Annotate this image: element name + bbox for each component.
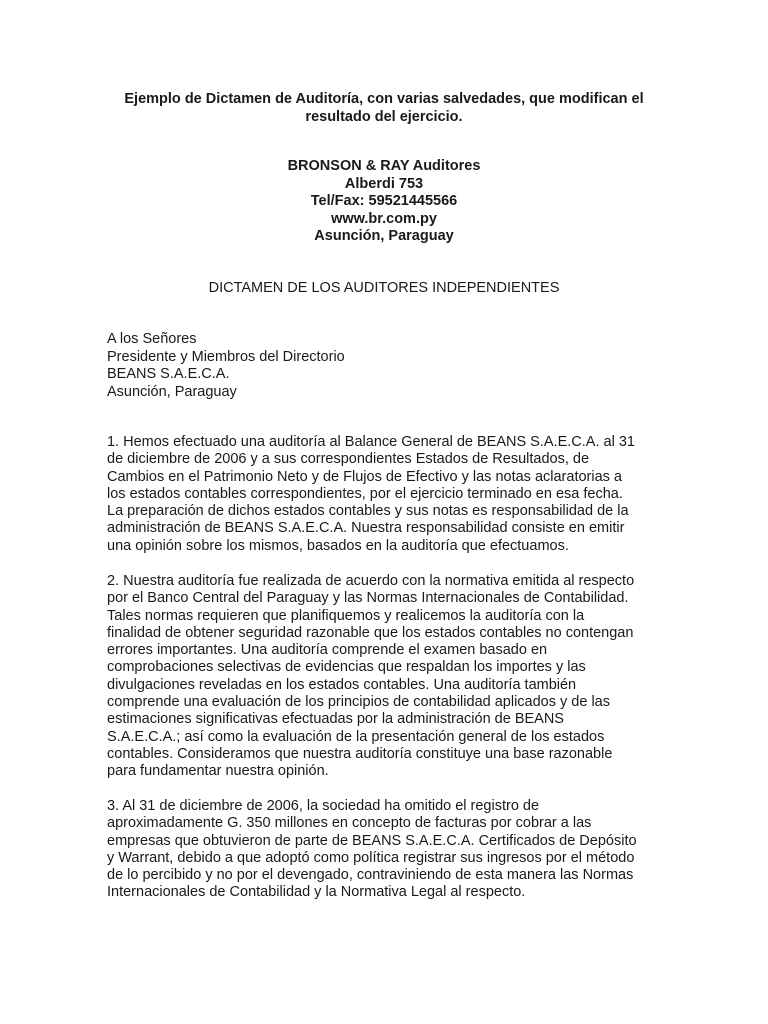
paragraph-line: contables. Consideramos que nuestra auditoría constituye una base razonable: [107, 745, 613, 762]
paragraph-line: finalidad de obtener seguridad razonable que los estados contables no contengan: [107, 624, 634, 641]
salutation: A los Señores: [107, 331, 197, 347]
paragraph-line: una opinión sobre los mismos, basados en la auditoría que efectuamos.: [107, 537, 569, 554]
firm-street: Alberdi 753: [344, 175, 424, 192]
paragraph-line: estimaciones significativas efectuadas por la administración de BEANS: [107, 711, 564, 728]
paragraph-line: comprende una evaluación de los principios de contabilidad aplicados y de las: [107, 694, 610, 711]
paragraph-line: Tales normas requieren que planifiquemos y realicemos la auditoría con la: [107, 607, 585, 624]
paragraph-line: aproximadamente G. 350 millones en concepto de facturas por cobrar a las: [107, 815, 592, 832]
paragraph-1: [107, 434, 687, 555]
paragraph-line: Cambios en el Patrimonio Neto y de Flujos de Efectivo y las notas aclaratorias a: [107, 468, 622, 485]
paragraph-2: [107, 573, 687, 781]
paragraph-line: los estados contables correspondientes, por el ejercicio terminado en esa fecha.: [107, 485, 623, 502]
company-location: Asunción, Paraguay: [107, 383, 237, 400]
paragraph-line: y Warrant, debido a que adoptó como política registrar sus ingresos por el método: [107, 849, 635, 866]
letterhead: [0, 158, 768, 246]
firm-phone: Tel/Fax: 59521445566: [310, 193, 458, 209]
paragraph-line: administración de BEANS S.A.E.C.A. Nuestra responsabilidad consiste en emitir: [107, 520, 625, 537]
addressee-block: [107, 331, 345, 401]
paragraph-3: [107, 798, 687, 902]
paragraph-line: de lo percibido y no por el devengado, contraviniendo de esta manera las Normas: [107, 867, 634, 884]
paragraph-line: errores importantes. Una auditoría comprende el examen basado en: [107, 642, 548, 659]
paragraph-line: divulgaciones reveladas en los estados contables. Una auditoría también: [107, 676, 577, 693]
paragraph-line: Internacionales de Contabilidad y la Normativa Legal al respecto.: [107, 884, 526, 901]
paragraph-line: S.A.E.C.A.; así como la evaluación de la presentación general de los estados: [107, 728, 605, 745]
title-line: resultado del ejercicio.: [305, 109, 463, 125]
paragraph-line: de diciembre de 2006 y a sus correspondientes Estados de Resultados, de: [107, 451, 590, 468]
paragraph-line: La preparación de dichos estados contables y sus notas es responsabilidad de la: [107, 503, 629, 520]
paragraph-line: comprobaciones selectivas de evidencias que respaldan los importes y las: [107, 659, 586, 676]
document-title: [90, 90, 678, 126]
company-name: BEANS S.A.E.C.A.: [107, 366, 230, 382]
paragraph-line: 1. Hemos efectuado una auditoría al Balance General de BEANS S.A.E.C.A. al 31: [107, 434, 635, 450]
report-heading: DICTAMEN DE LOS AUDITORES INDEPENDIENTES: [208, 280, 560, 296]
firm-city: Asunción, Paraguay: [314, 228, 454, 244]
firm-name: BRONSON & RAY Auditores: [287, 158, 481, 174]
recipients: Presidente y Miembros del Directorio: [107, 348, 345, 365]
paragraph-line: por el Banco Central del Paraguay y las Normas Internacionales de Contabilidad.: [107, 590, 629, 607]
title-line: Ejemplo de Dictamen de Auditoría, con varias salvedades, que modifican el: [124, 91, 644, 107]
paragraph-line: para fundamentar nuestra opinión.: [107, 763, 329, 780]
paragraph-line: 2. Nuestra auditoría fue realizada de acuerdo con la normativa emitida al respecto: [107, 573, 635, 589]
firm-website: www.br.com.py: [331, 210, 437, 227]
paragraph-line: 3. Al 31 de diciembre de 2006, la sociedad ha omitido el registro de: [107, 798, 540, 814]
paragraph-line: empresas que obtuvieron de parte de BEANS S.A.E.C.A. Certificados de Depósito: [107, 832, 637, 849]
